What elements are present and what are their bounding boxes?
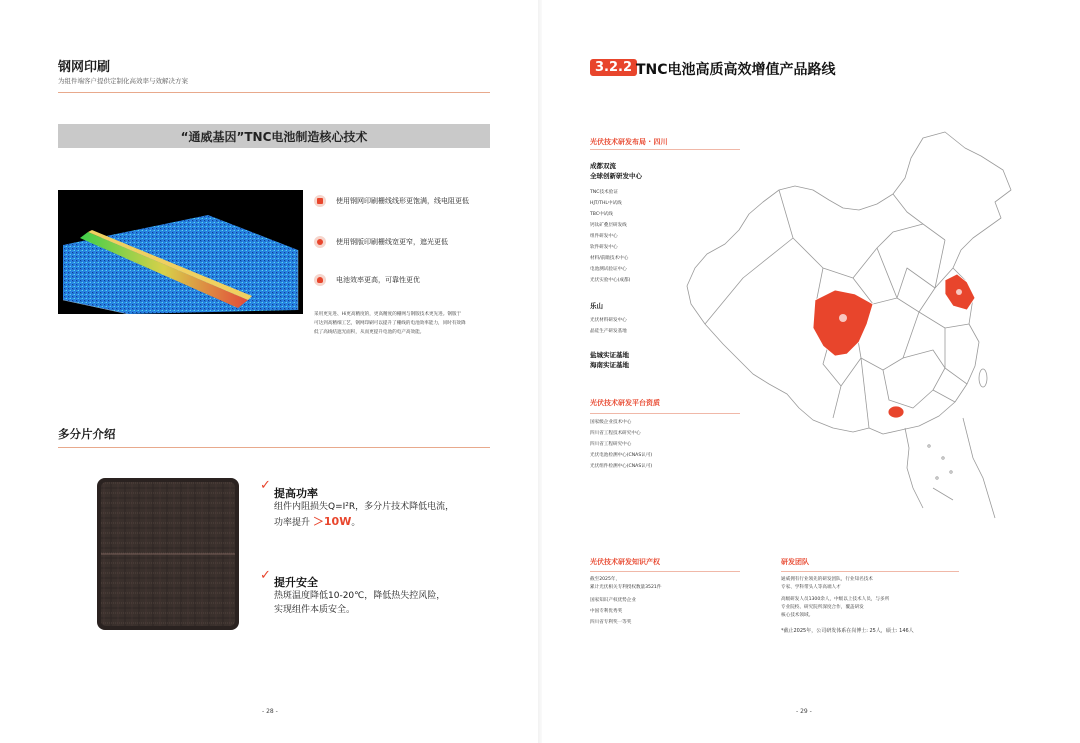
group-title: 全球创新研发中心 bbox=[590, 172, 642, 180]
location-marker-icon bbox=[956, 289, 962, 295]
feature-item bbox=[314, 195, 469, 207]
heading-divider bbox=[590, 571, 740, 572]
paragraph-line: 采用更先进、Hi更高精度的，更高精度的栅网与钢版技术更先进。钢版于 bbox=[314, 312, 462, 317]
feature-text: 使用钢版印刷栅线宽更窄，遮光更低 bbox=[336, 238, 448, 246]
flower-icon bbox=[314, 236, 326, 248]
list-item: 中国专利优秀奖 bbox=[590, 609, 623, 614]
section-heading: 光伏技术研发知识产权 bbox=[590, 558, 660, 566]
bullet-line bbox=[274, 514, 360, 531]
leshan-group bbox=[590, 301, 627, 337]
section-badge: 3.2.2 bbox=[590, 59, 637, 76]
page-number: - 28 - bbox=[262, 708, 278, 715]
bullet-line: 组件内阻损失Q=I²R，多分片技术降低电流， bbox=[274, 502, 455, 512]
list-item: 光伏电池检测中心(CNAS认可) bbox=[590, 453, 653, 458]
team-line: 专家、学科带头人等高端人才 bbox=[781, 585, 841, 590]
list-item: 钙钛矿叠层研发线 bbox=[590, 223, 627, 228]
heading-divider bbox=[781, 571, 959, 572]
team-note: *截止2025年，公司研发体系在岗博士: 25人，硕士: 146人 bbox=[781, 628, 914, 634]
team-line: 专业院校、研究院所深度合作，覆盖研发 bbox=[781, 605, 864, 610]
south-sea-islands bbox=[905, 418, 995, 518]
list-item: 四川省专利奖一等奖 bbox=[590, 620, 632, 625]
ip-list bbox=[590, 576, 661, 628]
section-title: 多分片介绍 bbox=[58, 427, 116, 441]
list-item: 组件研发中心 bbox=[590, 234, 618, 239]
list-item: 电池测试验证中心 bbox=[590, 267, 627, 272]
hainan-region bbox=[888, 406, 904, 418]
solar-module-image bbox=[97, 478, 239, 630]
chengdu-group bbox=[590, 161, 642, 286]
page-subtitle: 为组件端客户提供定制化高效率与效解决方案 bbox=[58, 77, 188, 85]
bullet-line-suffix: 。 bbox=[351, 518, 361, 528]
list-item: 光伏材料研发中心 bbox=[590, 318, 627, 323]
surface-profile-image bbox=[58, 190, 303, 314]
page-title: TNC电池高质高效增值产品路线 bbox=[636, 62, 836, 78]
paragraph-line: 可达到高精细工艺，钢网印刷可以提升了栅线的电池效率能力，同时有效降 bbox=[314, 321, 466, 326]
feature-text: 电池效率更高，可靠性更优 bbox=[336, 276, 420, 284]
list-item: 国家级企业技术中心 bbox=[590, 420, 632, 425]
list-item: 软件研发中心 bbox=[590, 245, 618, 250]
list-item: 光伏实验中心(成都) bbox=[590, 278, 631, 283]
banner-text: “通威基因”TNC电池制造核心技术 bbox=[180, 129, 368, 144]
section-heading: 光伏技术研发布局 · 四川 bbox=[590, 138, 668, 146]
bullet-line: 实现组件本质安全。 bbox=[274, 605, 356, 615]
bases-group bbox=[590, 350, 629, 370]
group-title: 乐山 bbox=[590, 302, 603, 310]
page-title: 钢网印刷 bbox=[58, 60, 111, 75]
title-divider bbox=[58, 92, 490, 93]
tech-banner bbox=[58, 124, 490, 148]
base-name: 盐城实证基地 bbox=[590, 351, 629, 359]
list-item: 四川省工程研究中心 bbox=[590, 442, 632, 447]
power-gain-highlight: ＞10W bbox=[312, 515, 352, 528]
china-map bbox=[683, 128, 1023, 528]
solar-module-graphic bbox=[97, 478, 239, 630]
feature-item bbox=[314, 274, 420, 286]
section-divider bbox=[58, 447, 490, 448]
list-item: 晶硅生产研发基地 bbox=[590, 329, 627, 334]
list-item: 四川省工程技术研究中心 bbox=[590, 431, 641, 436]
surface-profile-graphic bbox=[58, 190, 303, 314]
team-line: 高级研发人员1300余人，中级以上技术人员，与多所 bbox=[781, 597, 890, 602]
grid-icon bbox=[314, 195, 326, 207]
base-name: 海南实证基地 bbox=[590, 361, 629, 369]
bullet-title: 提高功率 bbox=[274, 487, 318, 500]
check-icon: ✓ bbox=[260, 478, 271, 493]
section-heading: 光伏技术研发平台资质 bbox=[590, 399, 660, 407]
list-item: TNC技术验证 bbox=[590, 190, 618, 195]
team-text bbox=[781, 576, 971, 636]
feature-text: 使用钢网印刷栅线线形更饱满，线电阻更低 bbox=[336, 197, 469, 205]
bullet-title: 提升安全 bbox=[274, 576, 318, 589]
list-item: TBC中试线 bbox=[590, 212, 613, 217]
bullet-line: 热斑温度降低10-20℃，降低热失控风险， bbox=[274, 591, 446, 601]
list-item: 国家知识产权优势企业 bbox=[590, 598, 636, 603]
team-line: 通威拥有行业领先的研发团队，行业知名技术 bbox=[781, 577, 873, 582]
tech-paragraph bbox=[314, 310, 494, 337]
feature-item bbox=[314, 236, 448, 248]
section-heading: 研发团队 bbox=[781, 558, 809, 566]
china-map-graphic bbox=[683, 128, 1023, 528]
paragraph-line: 低了高线结遮光面积，从而更提升电池的电产高效能。 bbox=[314, 330, 425, 335]
location-marker-icon bbox=[839, 314, 847, 322]
team-line: 核心技术领域。 bbox=[781, 613, 814, 618]
check-icon: ✓ bbox=[260, 568, 271, 583]
list-item: 材料/前瞻技术中心 bbox=[590, 256, 629, 261]
page-gutter bbox=[538, 0, 542, 743]
list-item: 截至2025年， bbox=[590, 577, 621, 582]
bulb-icon bbox=[314, 274, 326, 286]
list-item: 光伏组件检测中心(CNAS认可) bbox=[590, 464, 653, 469]
list-item: 累计光伏相关专利授权数量3521件 bbox=[590, 585, 662, 590]
bullet-line-text: 功率提升 bbox=[274, 518, 311, 528]
list-item: HJT/THL中试线 bbox=[590, 201, 622, 206]
page-number: - 29 - bbox=[796, 708, 812, 715]
group-title: 成都双流 bbox=[590, 162, 616, 170]
platform-list bbox=[590, 417, 652, 472]
